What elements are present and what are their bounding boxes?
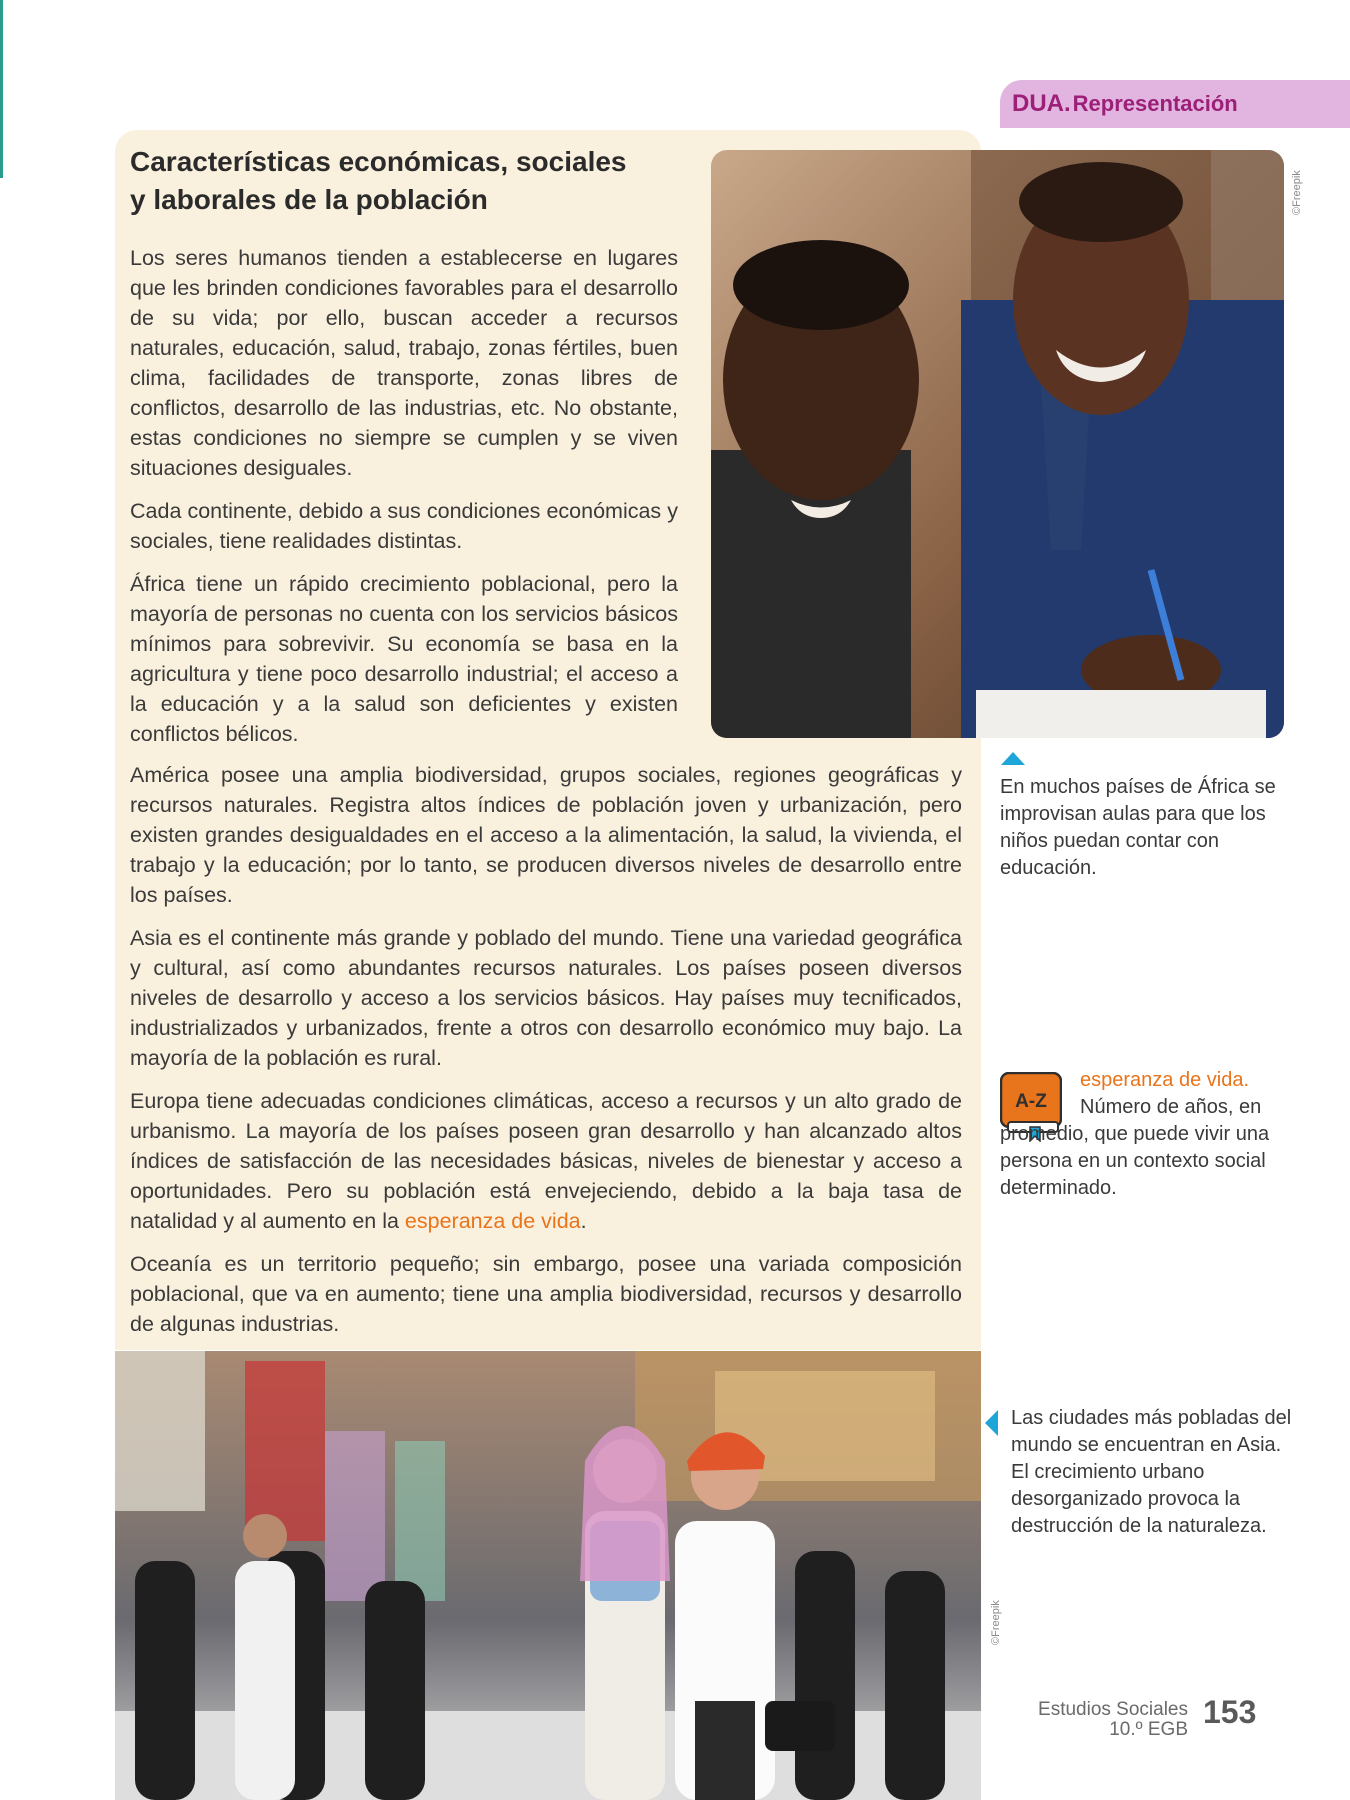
page-number: 153 xyxy=(1203,1694,1257,1730)
paragraph-europe xyxy=(130,1086,962,1236)
glossary-definition: Número de años, en promedio, que puede vivir una persona en un contexto social determinado. xyxy=(1000,1096,1270,1199)
footer-grade: 10.º EGB xyxy=(1109,1719,1188,1740)
photo-asia-city xyxy=(115,1351,981,1800)
page-title xyxy=(130,143,690,219)
caption-arrow-left-icon xyxy=(985,1410,998,1436)
title-line-1: Características económicas, sociales xyxy=(130,146,627,177)
asia-city-illustration xyxy=(115,1351,981,1800)
europe-text-end: . xyxy=(580,1209,587,1233)
caption-africa-photo: En muchos países de África se improvisan aulas para que los niños puedan contar con educación. xyxy=(1000,776,1276,879)
footer-subject-name: Estudios Sociales xyxy=(1038,1699,1188,1720)
footer-subject xyxy=(1038,1700,1188,1740)
glossary-box xyxy=(1000,1067,1270,1202)
africa-photo-illustration xyxy=(711,150,1284,738)
az-icon-label: A-Z xyxy=(1015,1091,1047,1112)
credit-top: ©Freepik xyxy=(1291,170,1303,215)
paragraph-continents: Cada continente, debido a sus condiciones económicas y sociales, tiene realidades distintas. xyxy=(130,499,678,553)
intro-column xyxy=(130,243,678,762)
paragraph-intro: Los seres humanos tienden a establecerse en lugares que les brinden condiciones favorables para el desarrollo de su vida; por ello, buscan acceder a recursos naturales, educación, salud, trabajo, zonas fértiles, buen clima, facilidades de transporte, zonas libres de conflictos, desarrollo de las industrias, etc. No obstante, estas condiciones no siempre se cumplen y se viven situaciones desiguales. xyxy=(130,246,678,480)
page-edge-line xyxy=(0,0,3,178)
caption-arrow-up-icon xyxy=(1001,752,1025,765)
paragraph-america: América posee una amplia biodiversidad, grupos sociales, regiones geográficas y recursos naturales. Registra altos índices de población joven y urbanización, pero existen grandes desigualdades en el acceso a la alimentación, la salud, la vivienda, el trabajo y la educación; por lo tanto, se producen diversos niveles de desarrollo entre los países. xyxy=(130,763,962,907)
dua-label: Representación xyxy=(1072,91,1238,116)
glossary-term: esperanza de vida. xyxy=(1080,1069,1250,1091)
dua-tag: DUA. xyxy=(1012,90,1071,117)
title-line-2: y laborales de la población xyxy=(130,184,488,215)
credit-bottom: ©Freepik xyxy=(990,1600,1002,1645)
dua-banner xyxy=(1000,80,1350,128)
paragraph-oceania: Oceanía es un territorio pequeño; sin embargo, posee una variada composición poblacional, que va en aumento; tiene una amplia biodiversidad, recursos y desarrollo de algunas industrias. xyxy=(130,1252,962,1336)
glossary-link-esperanza[interactable]: esperanza de vida xyxy=(404,1209,581,1233)
caption-asia-photo: Las ciudades más pobladas del mundo se encuentran en Asia. El crecimiento urbano desorganizado provoca la destrucción de la naturaleza. xyxy=(1011,1407,1292,1537)
continents-text xyxy=(130,760,962,1352)
paragraph-africa: África tiene un rápido crecimiento poblacional, pero la mayoría de personas no cuenta con los servicios básicos mínimos para sobrevivir. Su economía se basa en la agricultura y tiene poco desarrollo industrial; el acceso a la educación y a la salud son deficientes y existen conflictos bélicos. xyxy=(130,572,678,746)
paragraph-asia: Asia es el continente más grande y poblado del mundo. Tiene una variedad geográfica y cultural, así como abundantes recursos naturales. Los países poseen diversos niveles de desarrollo y acceso a los servicios básicos. Hay países muy tecnificados, industrializados y urbanizados, frente a otros con desarrollo económico muy bajo. La mayoría de la población es rural. xyxy=(130,926,962,1070)
europe-text: Europa tiene adecuadas condiciones climáticas, acceso a recursos y un alto grado de urbanismo. La mayoría de los países poseen gran desarrollo y han alcanzado altos índices de satisfacción de las necesidades básicas, niveles de bienestar y acceso a oportunidades. Pero su población está envejeciendo, debido a la baja tasa de natalidad y al aumento en la xyxy=(130,1089,962,1233)
photo-africa-classroom xyxy=(711,150,1284,738)
